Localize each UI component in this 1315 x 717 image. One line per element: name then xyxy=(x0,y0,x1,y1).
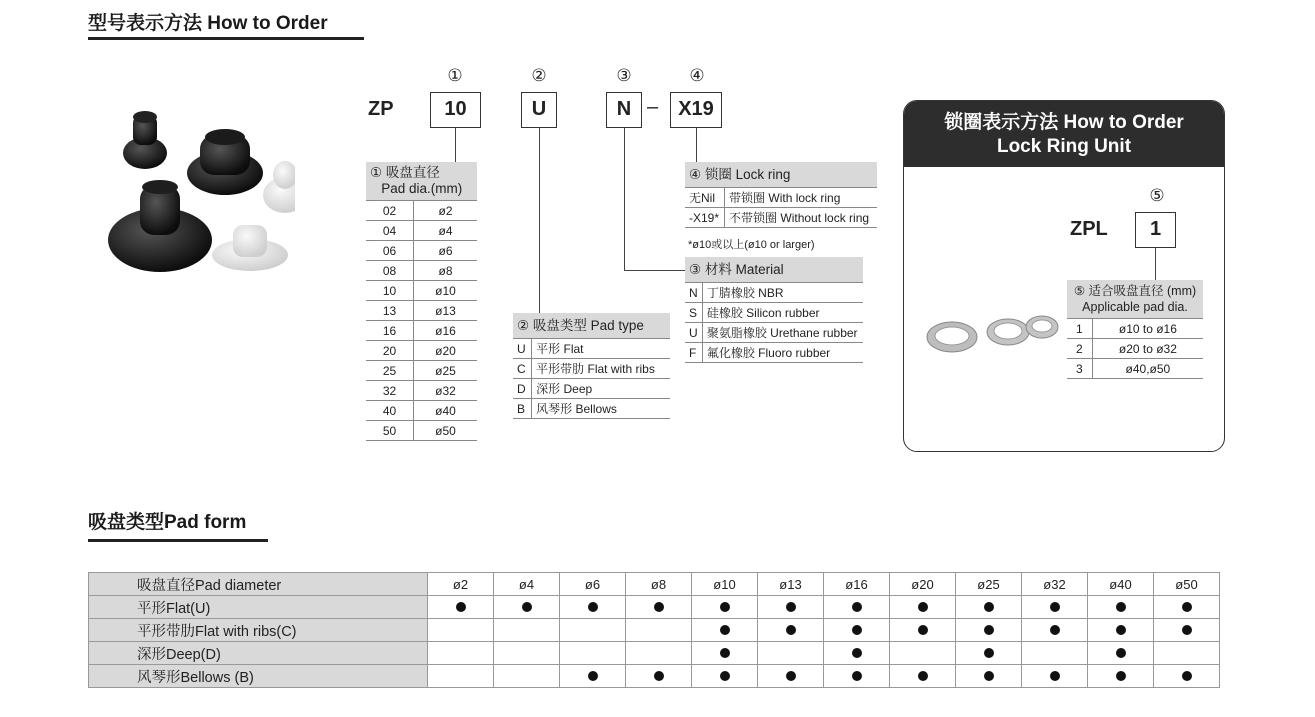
material-table xyxy=(685,257,863,363)
code-box-lock-unit: 1 xyxy=(1135,212,1176,248)
available-dot-icon xyxy=(1116,602,1126,612)
availability-cell xyxy=(1022,642,1088,665)
pad-form-label: 风琴形Bellows (B) xyxy=(89,665,428,688)
table-row xyxy=(89,642,1220,665)
marker-2: ② xyxy=(531,66,547,85)
availability-cell xyxy=(428,665,494,688)
pad-diameter-column: ø32 xyxy=(1022,573,1088,596)
available-dot-icon xyxy=(852,625,862,635)
lock-unit-code: 2 xyxy=(1067,339,1092,359)
available-dot-icon xyxy=(984,648,994,658)
availability-cell xyxy=(1088,596,1154,619)
lock-unit-header xyxy=(904,101,1224,167)
table-row xyxy=(366,261,477,281)
pad-dia-code: 06 xyxy=(366,241,414,261)
available-dot-icon xyxy=(918,671,928,681)
pad-dia-code: 08 xyxy=(366,261,414,281)
table-row xyxy=(685,208,877,228)
table-row xyxy=(685,283,863,303)
marker-5: ⑤ xyxy=(1149,186,1165,205)
table-row xyxy=(1067,319,1203,339)
lock-ring-unit-panel xyxy=(903,100,1225,452)
pad-form-table xyxy=(88,572,1220,688)
available-dot-icon xyxy=(522,602,532,612)
availability-cell xyxy=(1154,665,1220,688)
pad-type-code: B xyxy=(513,399,532,419)
pad-dia-table xyxy=(366,162,477,441)
pad-type-code: U xyxy=(513,339,532,359)
material-value: 丁腈橡胶 NBR xyxy=(702,283,863,303)
pad-form-title: 吸盘类型Pad form xyxy=(88,512,247,533)
table-row xyxy=(513,399,670,419)
pad-dia-code: 13 xyxy=(366,301,414,321)
availability-cell xyxy=(824,642,890,665)
pad-diameter-column: ø25 xyxy=(956,573,1022,596)
pad-diameter-column: ø10 xyxy=(692,573,758,596)
available-dot-icon xyxy=(720,625,730,635)
table-row xyxy=(685,343,863,363)
availability-cell xyxy=(1154,619,1220,642)
pad-diameter-column: ø8 xyxy=(626,573,692,596)
pad-diameter-column: ø20 xyxy=(890,573,956,596)
availability-cell xyxy=(560,596,626,619)
lock-unit-value: ø10 to ø16 xyxy=(1092,319,1203,339)
lock-ring-table xyxy=(685,162,877,228)
pad-dia-code: 25 xyxy=(366,361,414,381)
table-row xyxy=(366,321,477,341)
marker-4: ④ xyxy=(689,66,705,85)
available-dot-icon xyxy=(720,602,730,612)
available-dot-icon xyxy=(456,602,466,612)
lock-ring-value: 带锁圈 With lock ring xyxy=(725,188,877,208)
pad-type-header: ② 吸盘类型 Pad type xyxy=(513,313,670,339)
marker-3: ③ xyxy=(616,66,632,85)
pad-diameter-column: ø16 xyxy=(824,573,890,596)
available-dot-icon xyxy=(984,671,994,681)
availability-cell xyxy=(494,642,560,665)
availability-cell xyxy=(890,596,956,619)
material-code: S xyxy=(685,303,702,323)
available-dot-icon xyxy=(852,671,862,681)
pad-dia-value: ø32 xyxy=(414,381,477,401)
availability-cell xyxy=(1022,619,1088,642)
availability-cell xyxy=(1022,596,1088,619)
pad-dia-value: ø20 xyxy=(414,341,477,361)
pad-dia-value: ø8 xyxy=(414,261,477,281)
availability-cell xyxy=(758,665,824,688)
material-header: ③ 材料 Material xyxy=(685,257,863,283)
pad-diameter-column: ø50 xyxy=(1154,573,1220,596)
available-dot-icon xyxy=(918,625,928,635)
lock-ring-header: ④ 锁圈 Lock ring xyxy=(685,162,877,188)
availability-cell xyxy=(494,596,560,619)
availability-cell xyxy=(626,596,692,619)
available-dot-icon xyxy=(786,602,796,612)
code-dash: – xyxy=(647,96,659,118)
availability-cell xyxy=(626,619,692,642)
table-row xyxy=(685,303,863,323)
table-row xyxy=(366,221,477,241)
availability-cell xyxy=(956,619,1022,642)
connector-line xyxy=(624,270,686,271)
suction-cups-photo xyxy=(105,105,295,280)
table-row xyxy=(366,201,477,221)
available-dot-icon xyxy=(654,671,664,681)
lock-unit-subtitle: Lock Ring Unit xyxy=(996,136,1132,157)
connector-line xyxy=(1155,248,1156,280)
table-row xyxy=(513,379,670,399)
pad-dia-value: ø40 xyxy=(414,401,477,421)
pad-dia-value: ø6 xyxy=(414,241,477,261)
lock-ring-code: -X19* xyxy=(685,208,725,228)
material-code: N xyxy=(685,283,702,303)
availability-cell xyxy=(1022,665,1088,688)
pad-type-value: 深形 Deep xyxy=(532,379,670,399)
availability-cell xyxy=(956,596,1022,619)
pad-dia-code: 10 xyxy=(366,281,414,301)
pad-form-label: 平形Flat(U) xyxy=(89,596,428,619)
available-dot-icon xyxy=(1116,625,1126,635)
lock-rings-photo xyxy=(925,312,1065,362)
availability-cell xyxy=(692,596,758,619)
table-row xyxy=(366,401,477,421)
availability-cell xyxy=(560,642,626,665)
available-dot-icon xyxy=(720,648,730,658)
pad-diameter-column: ø6 xyxy=(560,573,626,596)
pad-dia-value: ø4 xyxy=(414,221,477,241)
code-box-material: N xyxy=(606,92,642,128)
table-row xyxy=(366,361,477,381)
table-row xyxy=(685,188,877,208)
available-dot-icon xyxy=(1182,602,1192,612)
table-row xyxy=(89,596,1220,619)
pad-type-code: D xyxy=(513,379,532,399)
lock-unit-code: 1 xyxy=(1067,319,1092,339)
material-code: F xyxy=(685,343,702,363)
available-dot-icon xyxy=(1182,671,1192,681)
pad-dia-header: ① 吸盘直径 Pad dia.(mm) xyxy=(366,162,477,201)
lock-ring-code: 无Nil xyxy=(685,188,725,208)
pad-dia-code: 40 xyxy=(366,401,414,421)
availability-cell xyxy=(692,665,758,688)
table-row xyxy=(366,421,477,441)
availability-cell xyxy=(1088,642,1154,665)
pad-diameter-column: ø2 xyxy=(428,573,494,596)
pad-dia-code: 04 xyxy=(366,221,414,241)
connector-line xyxy=(624,128,625,270)
pad-dia-value: ø16 xyxy=(414,321,477,341)
availability-cell xyxy=(1088,665,1154,688)
pad-diameter-label: 吸盘直径Pad diameter xyxy=(89,573,428,596)
availability-cell xyxy=(692,642,758,665)
pad-form-header-row xyxy=(89,573,1220,596)
pad-dia-value: ø2 xyxy=(414,201,477,221)
availability-cell xyxy=(494,665,560,688)
table-row xyxy=(89,619,1220,642)
availability-cell xyxy=(428,619,494,642)
pad-dia-code: 02 xyxy=(366,201,414,221)
availability-cell xyxy=(692,619,758,642)
material-value: 硅橡胶 Silicon rubber xyxy=(702,303,863,323)
table-row xyxy=(1067,339,1203,359)
available-dot-icon xyxy=(1116,648,1126,658)
material-value: 氟化橡胶 Fluoro rubber xyxy=(702,343,863,363)
table-row xyxy=(366,381,477,401)
available-dot-icon xyxy=(852,602,862,612)
table-row xyxy=(366,341,477,361)
availability-cell xyxy=(758,596,824,619)
lock-ring-note: *ø10或以上(ø10 or larger) xyxy=(688,239,815,251)
availability-cell xyxy=(560,665,626,688)
available-dot-icon xyxy=(786,625,796,635)
table-row xyxy=(513,359,670,379)
lock-unit-table xyxy=(1067,280,1203,379)
availability-cell xyxy=(626,665,692,688)
table-row xyxy=(366,281,477,301)
pad-type-table xyxy=(513,313,670,419)
pad-diameter-column: ø40 xyxy=(1088,573,1154,596)
zpl-prefix: ZPL xyxy=(1070,218,1108,240)
table-row xyxy=(89,665,1220,688)
pad-dia-code: 16 xyxy=(366,321,414,341)
pad-dia-code: 50 xyxy=(366,421,414,441)
lock-unit-code: 3 xyxy=(1067,359,1092,379)
availability-cell xyxy=(758,619,824,642)
pad-dia-value: ø10 xyxy=(414,281,477,301)
code-box-lock-ring: X19 xyxy=(670,92,722,128)
availability-cell xyxy=(428,642,494,665)
availability-cell xyxy=(890,642,956,665)
code-box-pad-type: U xyxy=(521,92,557,128)
available-dot-icon xyxy=(852,648,862,658)
availability-cell xyxy=(890,665,956,688)
lock-unit-value: ø20 to ø32 xyxy=(1092,339,1203,359)
available-dot-icon xyxy=(984,625,994,635)
table-row xyxy=(685,323,863,343)
availability-cell xyxy=(824,596,890,619)
availability-cell xyxy=(1088,619,1154,642)
availability-cell xyxy=(824,619,890,642)
pad-type-code: C xyxy=(513,359,532,379)
availability-cell xyxy=(890,619,956,642)
material-code: U xyxy=(685,323,702,343)
availability-cell xyxy=(956,642,1022,665)
available-dot-icon xyxy=(654,602,664,612)
pad-dia-code: 32 xyxy=(366,381,414,401)
available-dot-icon xyxy=(1050,671,1060,681)
pad-diameter-column: ø4 xyxy=(494,573,560,596)
available-dot-icon xyxy=(786,671,796,681)
available-dot-icon xyxy=(1050,625,1060,635)
connector-line xyxy=(455,128,456,162)
marker-1: ① xyxy=(447,66,463,85)
available-dot-icon xyxy=(984,602,994,612)
available-dot-icon xyxy=(588,602,598,612)
availability-cell xyxy=(824,665,890,688)
available-dot-icon xyxy=(1116,671,1126,681)
available-dot-icon xyxy=(918,602,928,612)
availability-cell xyxy=(956,665,1022,688)
how-to-order-title: 型号表示方法 How to Order xyxy=(88,13,328,34)
available-dot-icon xyxy=(1050,602,1060,612)
table-row xyxy=(1067,359,1203,379)
pad-diameter-column: ø13 xyxy=(758,573,824,596)
available-dot-icon xyxy=(1182,625,1192,635)
table-row xyxy=(513,339,670,359)
title-underline xyxy=(88,37,364,40)
pad-form-label: 深形Deep(D) xyxy=(89,642,428,665)
table-row xyxy=(366,241,477,261)
availability-cell xyxy=(1154,596,1220,619)
lock-ring-value: 不带锁圈 Without lock ring xyxy=(725,208,877,228)
lock-unit-value: ø40,ø50 xyxy=(1092,359,1203,379)
availability-cell xyxy=(758,642,824,665)
lock-unit-table-header: ⑤ 适合吸盘直径 (mm) Applicable pad dia. xyxy=(1067,280,1203,319)
available-dot-icon xyxy=(720,671,730,681)
available-dot-icon xyxy=(588,671,598,681)
lock-unit-title: 锁圈表示方法 How to Order xyxy=(944,112,1184,133)
availability-cell xyxy=(626,642,692,665)
connector-line xyxy=(696,128,697,162)
pad-dia-value: ø50 xyxy=(414,421,477,441)
pad-dia-value: ø25 xyxy=(414,361,477,381)
title-underline xyxy=(88,539,268,542)
availability-cell xyxy=(560,619,626,642)
code-box-pad-dia: 10 xyxy=(430,92,481,128)
pad-dia-value: ø13 xyxy=(414,301,477,321)
pad-form-label: 平形带肋Flat with ribs(C) xyxy=(89,619,428,642)
zp-prefix: ZP xyxy=(368,98,394,120)
pad-dia-code: 20 xyxy=(366,341,414,361)
connector-line xyxy=(539,128,540,313)
availability-cell xyxy=(428,596,494,619)
pad-type-value: 平形带肋 Flat with ribs xyxy=(532,359,670,379)
table-row xyxy=(366,301,477,321)
availability-cell xyxy=(1154,642,1220,665)
availability-cell xyxy=(494,619,560,642)
pad-type-value: 平形 Flat xyxy=(532,339,670,359)
material-value: 聚氨脂橡胶 Urethane rubber xyxy=(702,323,863,343)
pad-type-value: 风琴形 Bellows xyxy=(532,399,670,419)
